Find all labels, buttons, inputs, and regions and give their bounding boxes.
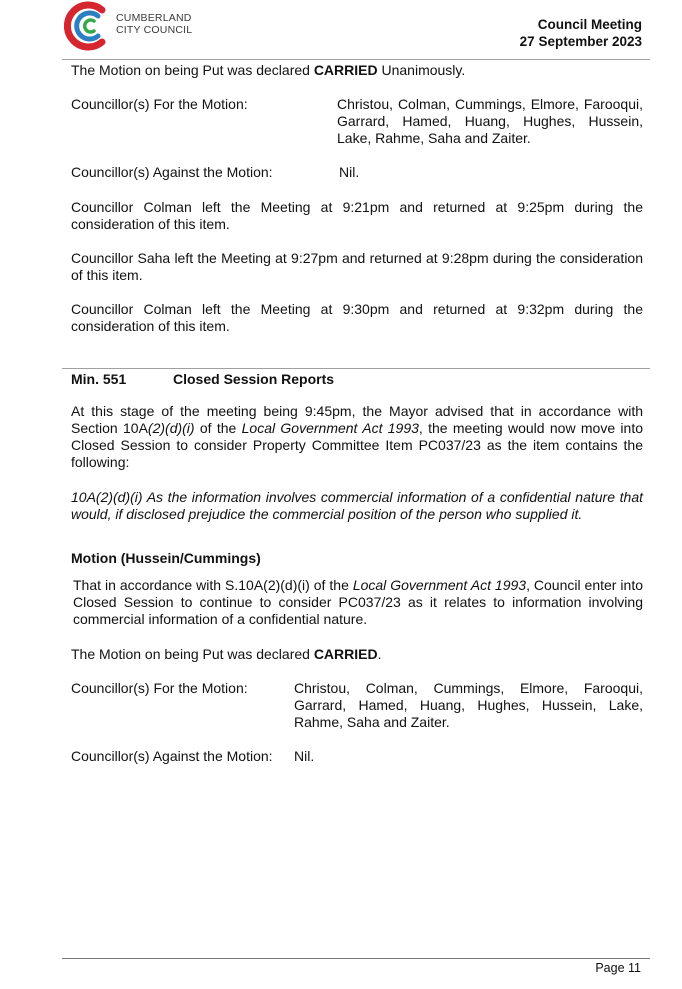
motion-result-2: The Motion on being Put was declared CARRIED. (71, 646, 382, 662)
motion-result-1: The Motion on being Put was declared CARRIED Unanimously. (71, 62, 466, 78)
for-motion-names-1: Christou, Colman, Cummings, Elmore, Farooqui, Garrard, Hamed, Huang, Hughes, Hussein, Lake, Rahme, Saha and Zaiter. (337, 96, 643, 146)
org-line2: CITY COUNCIL (116, 24, 193, 36)
motion-text: That in accordance with S.10A(2)(d)(i) of the Local Government Act 1993, Council enter into Closed Session to continue to consider PC037/23 as it relates to information involving commercial information of a confidential nature. (73, 577, 643, 627)
cumberland-logo-icon (64, 0, 114, 52)
attendance-note-3: Councillor Colman left the Meeting at 9:30pm and returned at 9:32pm during the consideration of this item. (71, 301, 643, 334)
council-name (116, 12, 192, 36)
motion-heading: Motion (Hussein/Cummings) (71, 550, 261, 566)
attendance-note-2: Councillor Saha left the Meeting at 9:27pm and returned at 9:28pm during the consideration of this item. (71, 250, 643, 283)
for-motion-label-2: Councillor(s) For the Motion: (71, 680, 248, 696)
closed-session-intro: At this stage of the meeting being 9:45pm, the Mayor advised that in accordance with Section 10A(2)(d)(i) of the Local Government Act 1993, the meeting would now move into Closed Session to consider Property Committee Item PC037/23 as the item contains the following: (71, 403, 643, 470)
meeting-date: 27 September 2023 (519, 34, 642, 49)
against-motion-label-1: Councillor(s) Against the Motion: (71, 164, 273, 180)
meeting-title: Council Meeting (537, 17, 642, 32)
against-motion-names-1: Nil. (339, 164, 360, 180)
council-logo (64, 0, 204, 54)
minute-number: Min. 551 (71, 371, 127, 387)
footer-divider (62, 958, 650, 959)
minute-title: Closed Session Reports (173, 371, 335, 387)
header-meeting-info (520, 16, 642, 50)
confidentiality-clause: 10A(2)(d)(i) As the information involves commercial information of a confidential nature that would, if disclosed prejudice the commercial position of the person who supplied it. (71, 489, 643, 522)
page-number: Page 11 (595, 961, 641, 975)
attendance-note-1: Councillor Colman left the Meeting at 9:21pm and returned at 9:25pm during the consideration of this item. (71, 199, 643, 232)
org-line1: CUMBERLAND (116, 12, 192, 24)
against-motion-label-2: Councillor(s) Against the Motion: (71, 748, 273, 764)
for-motion-names-2: Christou, Colman, Cummings, Elmore, Farooqui, Garrard, Hamed, Huang, Hughes, Hussein, Lake, Rahme, Saha and Zaiter. (294, 680, 643, 730)
section-divider (62, 368, 650, 369)
for-motion-label-1: Councillor(s) For the Motion: (71, 96, 248, 112)
against-motion-names-2: Nil. (294, 748, 315, 764)
header-divider (62, 59, 650, 60)
